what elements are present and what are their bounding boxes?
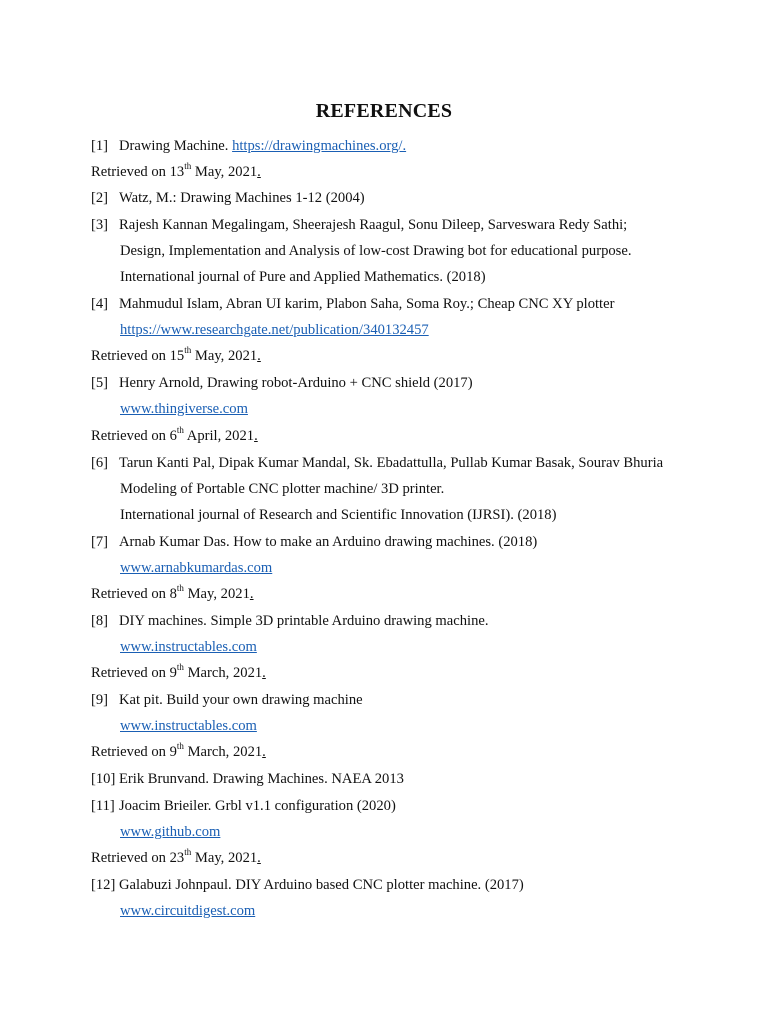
page-title: REFERENCES — [315, 100, 453, 122]
reference-number: [7] — [91, 534, 109, 550]
reference-number: [2] — [91, 190, 109, 206]
reference-text: Henry Arnold, Drawing robot-Arduino + CNC shield (2017) — [119, 375, 473, 391]
reference-link[interactable]: www.thingiverse.com — [120, 401, 248, 417]
reference-number: [6] — [91, 455, 109, 471]
reference-9 — [91, 691, 363, 709]
reference-3 — [91, 216, 627, 234]
reference-link[interactable]: https://www.researchgate.net/publication/340132457 — [120, 322, 429, 338]
reference-number: [3] — [91, 217, 109, 233]
reference-number: [11] — [91, 798, 115, 814]
reference-8-link-line — [120, 638, 257, 656]
reference-text: Erik Brunvand. Drawing Machines. NAEA 2013 — [119, 771, 404, 787]
reference-link[interactable]: www.arnabkumardas.com — [120, 560, 273, 576]
reference-link[interactable]: www.github.com — [120, 824, 221, 840]
reference-number: [5] — [91, 375, 109, 391]
reference-text: Galabuzi Johnpaul. DIY Arduino based CNC plotter machine. (2017) — [119, 877, 524, 893]
reference-link[interactable]: https://drawingmachines.org/. — [232, 138, 407, 154]
reference-text: Joacim Brieiler. Grbl v1.1 configuration (2020) — [119, 798, 396, 814]
reference-3-line-3: International journal of Pure and Applied Mathematics. (2018) — [120, 269, 486, 285]
retrieved-line-11: Retrieved on 23th May, 2021. — [91, 847, 261, 866]
retrieved-line-4: Retrieved on 15th May, 2021. — [91, 345, 261, 364]
reference-2 — [91, 189, 365, 207]
reference-number: [10] — [91, 771, 116, 787]
reference-8 — [91, 612, 489, 630]
reference-7 — [91, 533, 537, 551]
reference-9-link-line — [120, 717, 257, 735]
reference-number: [9] — [91, 692, 109, 708]
retrieved-line-7: Retrieved on 8th May, 2021. — [91, 583, 254, 602]
reference-text: Drawing Machine. — [119, 138, 233, 154]
reference-11 — [91, 797, 396, 815]
reference-4 — [91, 295, 614, 313]
reference-text: Mahmudul Islam, Abran UI karim, Plabon Saha, Soma Roy.; Cheap CNC XY plotter — [119, 296, 615, 312]
reference-number: [4] — [91, 296, 109, 312]
reference-text: Tarun Kanti Pal, Dipak Kumar Mandal, Sk. Ebadattulla, Pullab Kumar Basak, Sourav Bhuria — [119, 455, 664, 471]
reference-3-line-2: Design, Implementation and Analysis of low-cost Drawing bot for educational purpose. — [120, 243, 632, 259]
reference-number: [12] — [91, 877, 116, 893]
reference-4-link-line — [120, 321, 429, 339]
reference-5 — [91, 374, 473, 392]
reference-text: Rajesh Kannan Megalingam, Sheerajesh Raagul, Sonu Dileep, Sarveswara Redy Sathi; — [119, 217, 628, 233]
retrieved-line-5: Retrieved on 6th April, 2021. — [91, 425, 258, 444]
reference-link[interactable]: www.circuitdigest.com — [120, 903, 256, 919]
reference-number: [8] — [91, 613, 109, 629]
reference-number: [1] — [91, 138, 109, 154]
reference-link[interactable]: www.instructables.com — [120, 639, 257, 655]
reference-1 — [91, 137, 406, 155]
reference-text: Arnab Kumar Das. How to make an Arduino drawing machines. (2018) — [119, 534, 538, 550]
reference-7-link-line — [120, 559, 272, 577]
retrieved-line-9: Retrieved on 9th March, 2021. — [91, 741, 266, 760]
reference-11-link-line — [120, 823, 220, 841]
reference-6-line-2: Modeling of Portable CNC plotter machine/ 3D printer. — [120, 481, 445, 497]
reference-5-link-line — [120, 400, 248, 418]
reference-12 — [91, 876, 524, 894]
reference-12-link-line — [120, 902, 255, 920]
reference-text: Kat pit. Build your own drawing machine — [119, 692, 363, 708]
retrieved-line-8: Retrieved on 9th March, 2021. — [91, 662, 266, 681]
reference-10 — [91, 770, 404, 788]
reference-6-line-3: International journal of Research and Scientific Innovation (IJRSI). (2018) — [120, 507, 557, 523]
reference-text: DIY machines. Simple 3D printable Arduino drawing machine. — [119, 613, 489, 629]
reference-text: Watz, M.: Drawing Machines 1-12 (2004) — [119, 190, 365, 206]
retrieved-line-1: Retrieved on 13th May, 2021. — [91, 161, 261, 180]
reference-6 — [91, 454, 663, 472]
reference-link[interactable]: www.instructables.com — [120, 718, 257, 734]
